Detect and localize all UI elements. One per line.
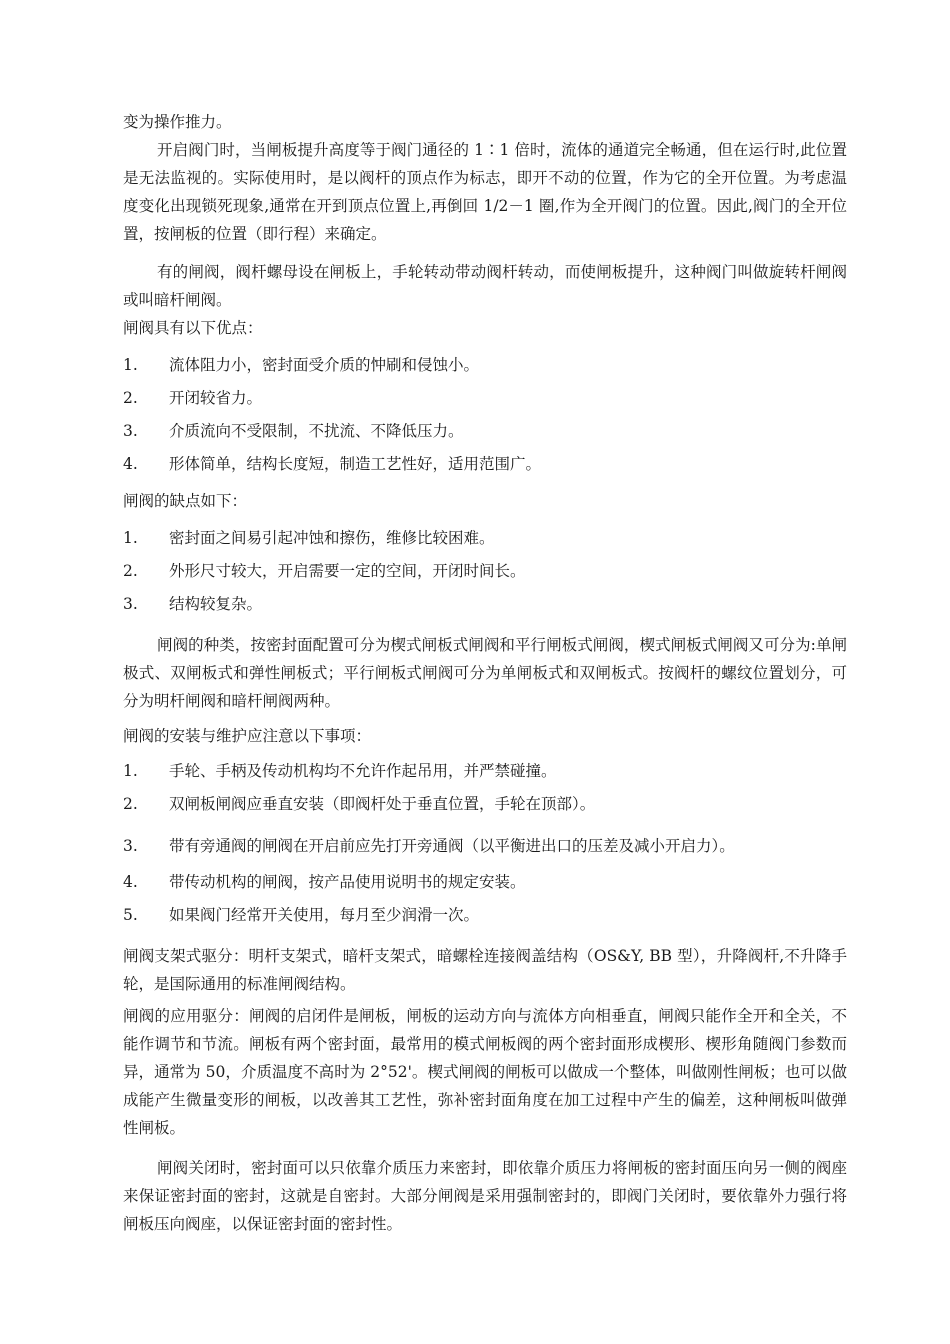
install-heading: 闸阀的安装与维护应注意以下事项： <box>123 727 372 745</box>
paragraph-close: 闸阀关闭时，密封面可以只依靠介质压力来密封，即依靠介质压力将闸板的密封面压向另一侧的阀座来保证密封面的密封，这就是自密封。大部分闸阀是采用强制密封的，即阀门关闭时，要依靠外力强行将闸板压向阀座，以保证密封面的密封性。 <box>123 1159 847 1233</box>
paragraph-types: 闸阀的种类，按密封面配置可分为楔式闸板式闸阀和平行闸板式闸阀，楔式闸板式闸阀又可分为:单闸极式、双闸板式和弹性闸板式；平行闸板式闸阀可分为单闸板式和双闸板式。按阀杆的螺纹位置划分，可分为明杆闸阀和暗杆闸阀两种。 <box>123 636 847 710</box>
paragraph-bracket: 闸阀支架式驱分：明杆支架式，暗杆支架式，暗螺栓连接阀盖结构（OS&Y, BB 型），升降阀杆,不升降手轮，是国际通用的标准闸阀结构。 <box>123 947 847 993</box>
paragraph-application: 闸阀的应用驱分：闸阀的启闭件是闸板，闸板的运动方向与流体方向相垂直，闸阀只能作全开和全关，不能作调节和节流。闸板有两个密封面，最常用的模式闸板阀的两个密封面形成楔形、楔形角随阀门参数而异，通常为 50，介质温度不高时为 2°52'。楔式闸阀的闸板可以做成一个整体，叫做刚性闸板；也可以做成能产生微量变形的闸板，以改善其工艺性，弥补密封面角度在加工过程中产生的偏差，这种闸板叫做弹性闸板。 <box>123 1007 847 1137</box>
advantages-heading: 闸阀具有以下优点： <box>123 319 263 337</box>
paragraph-dark-stem: 有的闸阀，阀杆螺母设在闸板上，手轮转动带动阀杆转动，而使闸板提升，这种阀门叫做旋转杆闸阀或叫暗杆闸阀。 <box>123 263 847 309</box>
paragraph-intro-end: 变为操作推力。 <box>123 113 232 131</box>
paragraph-open: 开启阀门时，当闸板提升高度等于阀门通径的 1∶1 倍时，流体的通道完全畅通，但在运行时,此位置是无法监视的。实际使用时，是以阀杆的顶点作为标志，即开不动的位置，作为它的全开位置。为考虑温度变化出现锁死现象,通常在开到顶点位置上,再倒回 1/2－1 圈,作为全开阀门的位置。因此,阀门的全开位置，按闸板的位置（即行程）来确定。 <box>123 141 847 243</box>
document-page: 变为操作推力。 开启阀门时，当闸板提升高度等于阀门通径的 1∶1 倍时，流体的通道完全畅通，但在运行时,此位置是无法监视的。实际使用时，是以阀杆的顶点作为标志，即开不动的位置，作为它的全开位置。为考虑温度变化出现锁死现象,通常在开到顶点位置上,再倒回 1/2－1 圈,作为全开阀门的位置。因此,阀门的全开位置，按闸板的位置（即行程）来确定。 有的闸阀，阀杆螺母设在闸板上，手轮转动带动阀杆转动，而使闸板提升，这种阀门叫做旋转杆闸阀或叫暗杆闸阀。 闸阀具有以下优点： 1. 流体阻力小，密封面受介质的忡刷和侵蚀小。 2. 开闭较省力。 3. 介质流向不受限制，不扰流、不降低压力。 4. 形体简单，结构长度短，制造工艺性好，适用范围广。 闸阀的缺点如下： 1. 密封面之间易引起冲蚀和擦伤，维修比较困难。 2. 外形尺寸较大，开启需要一定的空间，开闭时间长。 3. 结构较复杂。 闸阀的种类，按密封面配置可分为楔式闸板式闸阀和平行闸板式闸阀，楔式闸板式闸阀又可分为:单闸极式、双闸板式和弹性闸板式；平行闸板式闸阀可分为单闸板式和双闸板式。按阀杆的螺纹位置划分，可分为明杆闸阀和暗杆闸阀两种。 闸阀的安装与维护应注意以下事项： 1. 手轮、手柄及传动机构均不允许作起吊用，并严禁碰撞。 2. 双闸板闸阀应垂直安装（即阀杆处于垂直位置，手轮在顶部）。 3. 带有旁通阀的闸阀在开启前应先打开旁通阀（以平衡进出口的压差及减小开启力）。 4. 带传动机构的闸阀，按产品使用说明书的规定安装。 5. 如果阀门经常开关使用，每月至少润滑一次。 闸阀支架式驱分：明杆支架式，暗杆支架式，暗螺栓连接阀盖结构（OS&Y, BB 型），升降阀杆,不升降手轮，是国际通用的标准闸阀结构。 闸阀的应用驱分：闸阀的启闭件是闸板，闸板的运动方向与流体方向相垂直，闸阀只能作全开和全关，不能作调节和节流。闸板有两个密封面，最常用的模式闸板阀的两个密封面形成楔形、楔形角随阀门参数而异，通常为 50，介质温度不高时为 2°52'。楔式闸阀的闸板可以做成一个整体，叫做刚性闸板；也可以做成能产生微量变形的闸板，以改善其工艺性，弥补密封面角度在加工过程中产生的偏差，这种闸板叫做弹性闸板。 闸阀关闭时，密封面可以只依靠介质压力来密封，即依靠介质压力将闸板的密封面压向另一侧的阀座来保证密封面的密封，这就是自密封。大部分闸阀是采用强制密封的，即阀门关闭时，要依靠外力强行将闸板压向阀座，以保证密封面的密封性。 <box>0 0 950 1344</box>
disadvantages-heading: 闸阀的缺点如下： <box>123 492 248 510</box>
